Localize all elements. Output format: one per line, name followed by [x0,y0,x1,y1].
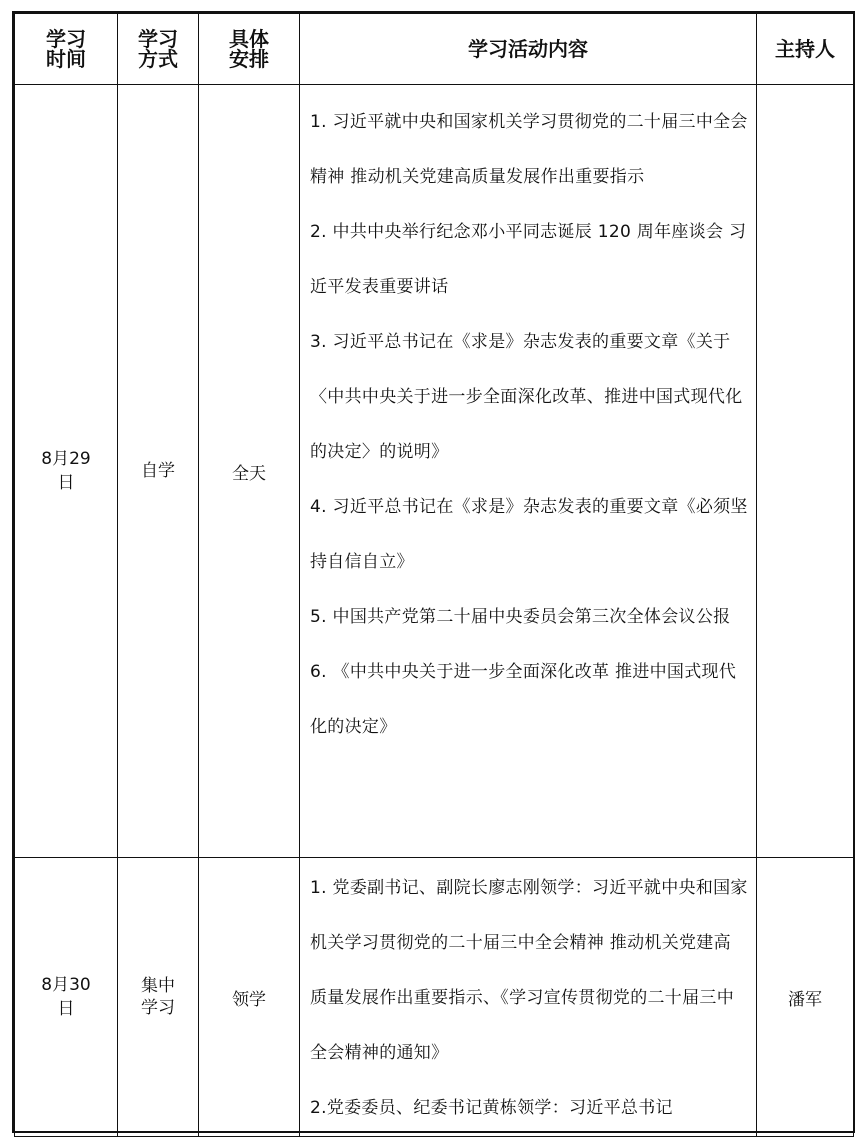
list-item: 6. 《中共中央关于进一步全面深化改革 推进中国式现代化的决定》 [310,662,737,737]
list-item: 1. 党委副书记、副院长廖志刚领学：习近平就中央和国家机关学习贯彻党的二十届三中全会精神 推动机关党建高质量发展作出重要指示、《学习宣传贯彻党的二十届三中全会精神的通知》 [310,878,748,1063]
cell-study-time: 8月30日 [15,858,118,1137]
header-study-time: 学习时间 [15,14,118,85]
table-row [15,858,854,1137]
list-item: 5. 中国共产党第二十届中央委员会第三次全体会议公报 [310,607,731,627]
list-item: 3. 习近平总书记在《求是》杂志发表的重要文章《关于〈中共中央关于进一步全面深化改革、推进中国式现代化的决定〉的说明》 [310,332,743,462]
cell-study-mode: 自学 [118,85,199,858]
cell-study-mode: 集中学习 [118,858,199,1137]
cell-arrangement: 领学 [199,858,300,1137]
header-study-mode: 学习方式 [118,14,199,85]
list-item: 2.党委委员、纪委书记黄栋领学：习近平总书记 [310,1098,673,1118]
table-row [15,85,854,858]
study-schedule-table [14,13,854,1137]
list-item: 2. 中共中央举行纪念邓小平同志诞辰 120 周年座谈会 习近平发表重要讲话 [310,222,747,297]
cell-activity-content [300,858,757,1137]
cell-study-time: 8月29日 [15,85,118,858]
cell-host: 潘军 [757,858,854,1137]
header-host: 主持人 [757,14,854,85]
header-arrangement: 具体安排 [199,14,300,85]
list-item: 1. 习近平就中央和国家机关学习贯彻党的二十届三中全会精神 推动机关党建高质量发展作出重要指示 [310,112,748,187]
cell-host [757,85,854,858]
table-header-row [15,14,854,85]
header-activity-content: 学习活动内容 [300,14,757,85]
study-schedule-table-frame [12,11,855,1133]
cell-activity-content [300,85,757,858]
cell-arrangement: 全天 [199,85,300,858]
list-item: 4. 习近平总书记在《求是》杂志发表的重要文章《必须坚持自信自立》 [310,497,748,572]
